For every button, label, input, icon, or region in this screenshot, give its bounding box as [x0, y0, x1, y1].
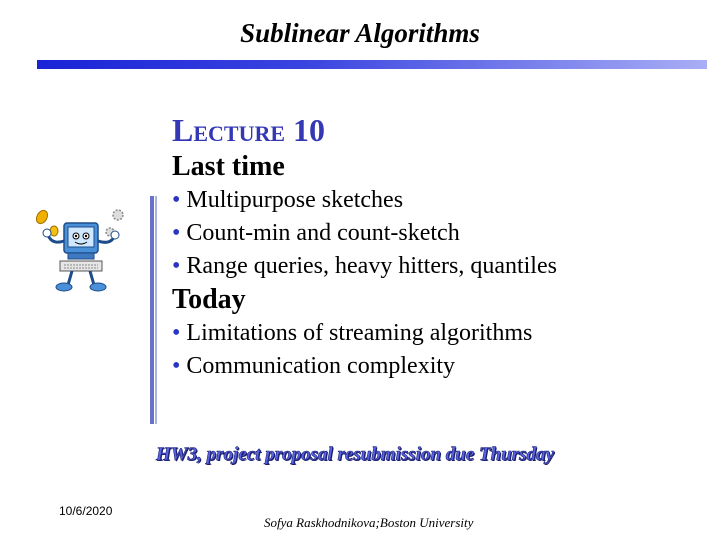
- slide-date: 10/6/2020: [59, 504, 113, 518]
- slide-content: [172, 110, 557, 383]
- bullet-text: Count-min and count-sketch: [186, 220, 460, 246]
- bullet-glyph: •: [172, 320, 181, 346]
- bullet-glyph: •: [172, 220, 181, 246]
- bullet-text: Communication complexity: [186, 353, 456, 379]
- section-today-heading: Today: [172, 284, 246, 315]
- bullet-item: [172, 317, 557, 350]
- bullet-text: Multipurpose sketches: [186, 187, 404, 213]
- announcement: HW3, project proposal resubmission due Thursday: [156, 444, 554, 465]
- bullet-text: Range queries, heavy hitters, quantiles: [186, 253, 557, 279]
- left-accent-bar-light: [155, 196, 157, 424]
- bullet-item: [172, 217, 557, 250]
- title-rule: [37, 60, 707, 69]
- section-last-time-heading: Last time: [172, 151, 285, 182]
- bullet-item: [172, 350, 557, 383]
- lecture-heading: Lecture 10: [172, 112, 326, 148]
- bullet-item: [172, 184, 557, 217]
- computer-mascot-icon: [30, 205, 130, 297]
- bullet-item: [172, 250, 557, 283]
- left-accent-bar: [150, 196, 154, 424]
- bullet-glyph: •: [172, 353, 181, 379]
- bullet-glyph: •: [172, 187, 181, 213]
- bullet-text: Limitations of streaming algorithms: [186, 320, 533, 346]
- bullet-glyph: •: [172, 253, 181, 279]
- slide-footer: Sofya Raskhodnikova;Boston University: [264, 515, 474, 530]
- slide-title: Sublinear Algorithms: [240, 18, 480, 48]
